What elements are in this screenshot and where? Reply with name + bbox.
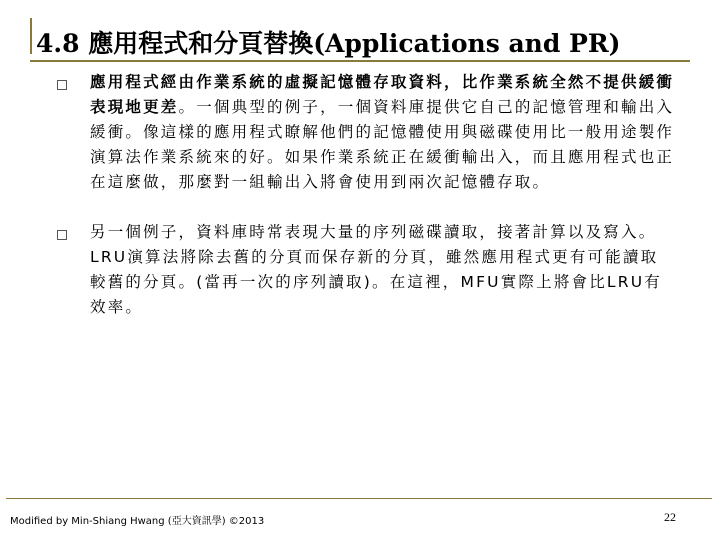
bullet-paragraph-2 — [90, 220, 676, 320]
body-text: 。一個典型的例子，一個資料庫提供它自己的記憶管理和輸出入緩衝。像這樣的應用程式瞭解他們的記憶體使用與磁碟使用比一般用途製作演算法作業系統來的好。如果作業系統正在緩衝輸出入，而且應用程式也正在這麼做，那麼對一組輸出入將會使用到兩次記憶體存取。 — [90, 98, 675, 191]
footer-divider — [6, 498, 712, 499]
body-text: 另一個例子，資料庫時常表現大量的序列磁碟讀取，接著計算以及寫入。LRU演算法將除去舊的分頁而保存新的分頁，雖然應用程式更有可能讀取較舊的分頁。(當再一次的序列讀取)。在這裡，MFU實際上將會比LRU有效率。 — [90, 223, 662, 316]
footer-credit: Modified by Min-Shiang Hwang (亞大資訊學) ©2013 — [10, 516, 265, 527]
bullet-paragraph-1 — [90, 70, 676, 195]
title-frame-line — [30, 18, 32, 54]
bullet-icon — [57, 80, 67, 90]
title-underline — [30, 60, 690, 62]
page-number: 22 — [664, 510, 676, 524]
bullet-icon — [57, 230, 67, 240]
emphasized-text: 應用程式經由作業系統的虛擬記憶體存取資料，比作業系統全然不提供緩衝表現地更差 — [90, 73, 675, 116]
slide-title: 4.8 應用程式和分頁替換(Applications and PR) — [36, 29, 621, 58]
